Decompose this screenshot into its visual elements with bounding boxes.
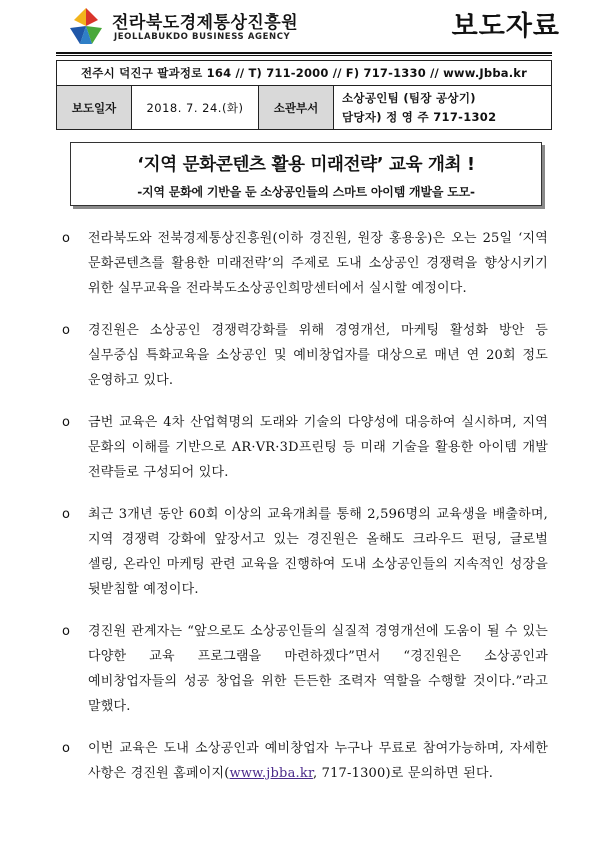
header-rule-thin (56, 55, 552, 56)
department-info (334, 86, 552, 130)
paragraph-text: 전라북도와 전북경제통상진흥원(이하 경진원, 원장 홍용웅)은 오는 25일 ‘지역 문화콘텐츠를 활용한 미래전략’의 주제로 도내 소상공인 경쟁력을 향상시키기 위한 실무교육을 전라북도소상공인희망센터에서 실시할 예정이다. (88, 231, 548, 296)
contact-address: 전주시 덕진구 팔과정로 164 // T) 711-2000 // F) 717-1330 // www.Jbba.kr (57, 61, 552, 86)
release-info-table (56, 60, 552, 130)
department-team: 소상공인팀 (팀장 공상기) (342, 90, 476, 105)
document-header (0, 0, 600, 56)
paragraph (62, 502, 548, 602)
bullet-icon: o (62, 507, 71, 522)
paragraph-text: 최근 3개년 동안 60회 이상의 교육개최를 통해 2,596명의 교육생을 배출하며, 지역 경쟁력 강화에 앞장서고 있는 경진원은 올해도 크라우드 펀딩, 글로벌 셀링, 온라인 마케팅 관련 교육을 진행하여 도내 소상공인들의 지속적인 성장을 뒷받침할 예정이다. (88, 507, 548, 597)
paragraph (62, 318, 548, 393)
headline: ‘지역 문화콘텐츠 활용 미래전략’ 교육 개최 ! (137, 155, 475, 175)
department-label: 소관부서 (259, 86, 334, 130)
bullet-icon: o (62, 323, 71, 338)
bullet-icon: o (62, 415, 71, 430)
paragraph-text-after-link: , 717-1300)로 문의하면 된다. (312, 766, 494, 781)
paragraph (62, 619, 548, 719)
department-contact: 담당자) 정 영 주 717-1302 (342, 109, 497, 124)
org-name-korean: 전라북도경제통상진흥원 (112, 13, 299, 33)
org-name-english: JEOLLABUKDO BUSINESS AGENCY (114, 32, 291, 42)
paragraph (62, 410, 548, 485)
article-body (62, 226, 548, 786)
paragraph-text-before-link: 이번 교육은 도내 소상공인과 예비창업자 누구나 무료로 참여가능하며, 자세한 사항은 경진원 홈페이지( (88, 741, 548, 781)
release-date-label: 보도일자 (57, 86, 132, 130)
homepage-link[interactable]: www.jbba.kr (229, 766, 313, 781)
bullet-icon: o (62, 741, 71, 756)
paragraph (62, 736, 548, 786)
paragraph-text: 경진원 관계자는 “앞으로도 소상공인들의 실질적 경영개선에 도움이 될 수 있는 다양한 교육 프로그램을 마련하겠다”면서 “경진원은 소상공인과 예비창업자들의 성공 창업을 위한 든든한 조력자 역할을 수행할 것이다.”라고 말했다. (88, 624, 548, 714)
agency-logo (66, 6, 299, 50)
bullet-icon: o (62, 624, 71, 639)
paragraph-text: 경진원은 소상공인 경쟁력강화를 위해 경영개선, 마케팅 활성화 방안 등 실무중심 특화교육을 소상공인 및 예비창업자를 대상으로 매년 연 20회 정도 운영하고 있다. (88, 323, 548, 388)
sub-headline: -지역 문화에 기반을 둔 소상공인들의 스마트 아이템 개발을 도모- (137, 185, 475, 199)
paragraph-text: 금번 교육은 4차 산업혁명의 도래와 기술의 다양성에 대응하여 실시하며, 지역 문화의 이해를 기반으로 AR·VR·3D프린팅 등 미래 기술을 활용한 아이템 개발 전략들로 구성되어 있다. (88, 415, 548, 480)
bullet-icon: o (62, 231, 71, 246)
press-release-label: 보도자료 (451, 11, 560, 42)
paragraph (62, 226, 548, 301)
release-date-value: 2018. 7. 24.(화) (132, 86, 259, 130)
header-rule-thick (56, 52, 552, 54)
agency-emblem-icon (66, 6, 106, 50)
headline-box (70, 142, 542, 206)
